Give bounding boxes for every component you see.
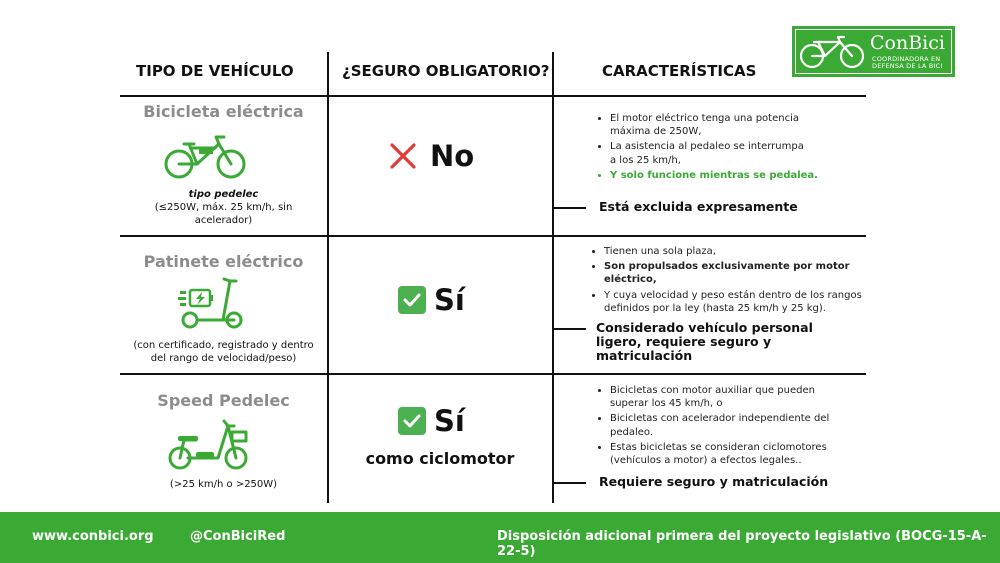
feature-item <box>604 245 874 258</box>
answer-ebike-text: No <box>430 139 475 173</box>
row-divider-1 <box>120 235 866 237</box>
feature-line: Y solo funcione mientras se pedalea. <box>610 169 818 181</box>
vehicle-name-ebike: Bicicleta eléctrica <box>143 102 304 121</box>
answer-scooter-text: Sí <box>434 283 465 317</box>
answer-speed-pedelec <box>398 404 465 438</box>
feature-item <box>610 169 870 182</box>
conclusion-pointer <box>554 482 586 484</box>
feature-line: Y cuya velocidad y peso están dentro de los rangos <box>604 289 862 301</box>
vehicle-name-speed-pedelec: Speed Pedelec <box>157 391 290 410</box>
conclusion-pointer <box>554 207 586 209</box>
feature-item <box>610 112 870 138</box>
feature-item <box>604 289 874 315</box>
moped-icon <box>166 416 252 472</box>
footer-website-link[interactable]: www.conbici.org <box>32 529 154 544</box>
feature-line: Tienen una sola plaza, <box>604 246 716 257</box>
feature-item <box>610 384 875 410</box>
feature-line: definidos por la ley (hasta 25 km/h y 25 kg). <box>604 302 826 314</box>
row-divider-header <box>120 95 866 97</box>
footer-bar <box>0 512 1000 563</box>
check-icon <box>398 407 426 435</box>
feature-line: El motor eléctrico tenga una potencia <box>610 113 799 124</box>
ebike-icon <box>163 134 247 182</box>
scooter-icon <box>178 276 248 332</box>
header-features: CARACTERÍSTICAS <box>602 62 757 80</box>
feature-line: La asistencia al pedaleo se interrumpa <box>610 141 804 153</box>
speed-pedelec-spec: (>25 km/h o >250W) <box>169 479 278 490</box>
logo-name: ConBici <box>870 32 945 54</box>
header-vehicle-type: TIPO DE VEHÍCULO <box>136 62 294 80</box>
feature-line: máxima de 250W, <box>610 126 702 138</box>
feature-item <box>610 412 875 438</box>
answer-speed-pedelec-note: como ciclomotor <box>365 449 515 468</box>
answer-scooter <box>398 283 465 317</box>
feature-line: Estas bicicletas se consideran ciclomotores <box>610 441 827 453</box>
feature-line: a los 25 km/h, <box>610 154 681 166</box>
ebike-spec <box>120 201 327 227</box>
ebike-spec-line: (≤250W, máx. 25 km/h, sin <box>154 202 293 213</box>
answer-ebike <box>388 139 474 173</box>
answer-speed-pedelec-text: Sí <box>434 404 465 438</box>
header-mandatory-insurance: ¿SEGURO OBLIGATORIO? <box>342 62 550 80</box>
conclusion-ebike: Está excluida expresamente <box>599 199 798 214</box>
logo-tagline-2: DEFENSA DE LA BICI <box>872 62 943 70</box>
logo-tagline-1: COORDINADORA EN <box>872 55 941 63</box>
scooter-spec-line: (con certificado, registrado y dentro <box>133 340 314 351</box>
conclusion-line: matriculación <box>596 348 693 363</box>
conclusion-scooter <box>596 321 813 363</box>
feature-line: (vehículos a motor) a efectos legales.. <box>610 455 802 467</box>
cross-icon <box>388 141 418 171</box>
conclusion-pointer <box>554 328 586 330</box>
feature-line: pedaleo. <box>610 426 654 438</box>
ebike-spec-line: acelerador) <box>194 215 253 226</box>
column-divider-1 <box>327 52 329 503</box>
feature-item <box>610 140 870 166</box>
feature-item <box>604 260 874 286</box>
scooter-spec <box>120 339 327 365</box>
logo-bike-icon <box>798 34 868 70</box>
features-scooter <box>590 245 874 317</box>
logo-tagline <box>872 56 942 70</box>
check-icon <box>398 286 426 314</box>
feature-line: eléctrico, <box>604 274 657 286</box>
feature-item <box>610 441 875 467</box>
features-ebike <box>596 112 870 184</box>
features-speed-pedelec <box>596 384 875 469</box>
feature-line: Bicicletas con acelerador independiente del <box>610 413 830 425</box>
vehicle-name-scooter: Patinete eléctrico <box>143 252 304 271</box>
feature-line: Bicicletas con motor auxiliar que pueden <box>610 385 815 396</box>
footer-social-handle[interactable]: @ConBiciRed <box>190 529 286 544</box>
feature-line: Son propulsados exclusivamente por motor <box>604 261 850 273</box>
conclusion-line: Considerado vehículo personal <box>596 320 813 335</box>
conclusion-speed-pedelec: Requiere seguro y matriculación <box>599 474 829 489</box>
conclusion-line: ligero, requiere seguro y <box>596 334 772 349</box>
feature-line: superar los 45 km/h, o <box>610 398 723 410</box>
conbici-logo <box>792 26 955 77</box>
footer-source-reference: Disposición adicional primera del proyecto legislativo (BOCG-15-A-22-5) <box>497 529 987 559</box>
ebike-subtitle: tipo pedelec <box>188 189 259 200</box>
scooter-spec-line: del rango de velocidad/peso) <box>150 353 297 364</box>
row-divider-2 <box>120 373 866 375</box>
column-divider-2 <box>552 52 554 503</box>
